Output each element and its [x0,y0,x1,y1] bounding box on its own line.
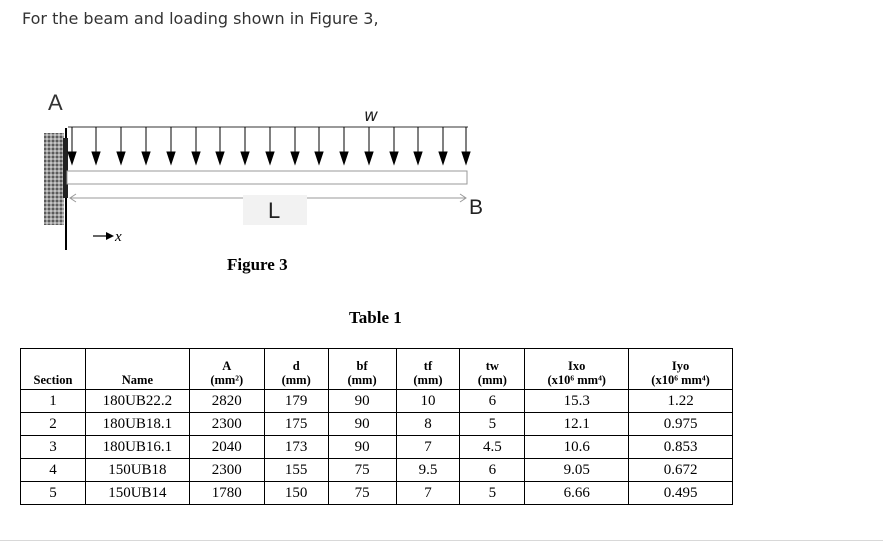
table-cell: 5 [460,413,525,436]
load-arrow [68,127,76,164]
table-cell: 180UB16.1 [85,436,189,459]
label-w: w [364,106,378,126]
table-cell: 7 [396,482,460,505]
load-arrow [192,127,200,164]
load-arrow [462,127,470,164]
table-cell: 0.495 [629,482,733,505]
beam [67,171,467,184]
header-flange-width: bf (mm) [328,349,396,390]
table-cell: 2 [21,413,86,436]
table-cell: 2300 [189,459,264,482]
table-row [21,413,733,436]
table-cell: 15.3 [525,390,629,413]
load-arrow [216,127,224,164]
table-cell: 2820 [189,390,264,413]
x-axis-arrowhead [106,232,114,240]
table-header-row [21,349,733,390]
header-flange-thickness: tf (mm) [396,349,460,390]
table-cell: 175 [264,413,328,436]
table-cell: 4 [21,459,86,482]
table-cell: 150UB14 [85,482,189,505]
question-text: For the beam and loading shown in Figure 3, [22,9,379,28]
load-arrow [315,127,323,164]
load-arrow [241,127,249,164]
load-arrow [167,127,175,164]
header-area: A (mm²) [189,349,264,390]
table-cell: 0.975 [629,413,733,436]
support-band [63,138,68,198]
table-cell: 0.853 [629,436,733,459]
load-arrow [92,127,100,164]
header-section: Section [21,349,86,390]
table-cell: 150 [264,482,328,505]
table-caption: Table 1 [349,308,402,327]
table-cell: 1 [21,390,86,413]
load-arrow [291,127,299,164]
figure-caption: Figure 3 [227,255,288,274]
table-cell: 75 [328,459,396,482]
table-cell: 2040 [189,436,264,459]
header-name: Name [85,349,189,390]
load-arrow [266,127,274,164]
table-cell: 90 [328,390,396,413]
table-cell: 180UB22.2 [85,390,189,413]
table-cell: 180UB18.1 [85,413,189,436]
table-cell: 1.22 [629,390,733,413]
table-cell: 10 [396,390,460,413]
table-cell: 6 [460,459,525,482]
table-cell: 2300 [189,413,264,436]
header-web-thickness: tw (mm) [460,349,525,390]
table-row [21,436,733,459]
table-cell: 9.05 [525,459,629,482]
table-cell: 3 [21,436,86,459]
table-row [21,390,733,413]
section-properties-table [20,348,733,505]
load-arrow [340,127,348,164]
table-cell: 9.5 [396,459,460,482]
table-cell: 7 [396,436,460,459]
load-arrows [68,127,470,164]
header-ixo: Ixo (x10⁶ mm⁴) [525,349,629,390]
table-cell: 12.1 [525,413,629,436]
load-arrow [142,127,150,164]
header-iyo: Iyo (x10⁶ mm⁴) [629,349,733,390]
table-row [21,459,733,482]
bottom-divider [0,540,883,541]
table-cell: 5 [21,482,86,505]
table-cell: 75 [328,482,396,505]
table-cell: 1780 [189,482,264,505]
load-arrow [117,127,125,164]
table-cell: 90 [328,436,396,459]
label-x: x [115,229,122,245]
label-a: A [48,90,63,115]
table-cell: 5 [460,482,525,505]
table-cell: 179 [264,390,328,413]
load-arrow [390,127,398,164]
table-cell: 6 [460,390,525,413]
table-cell: 0.672 [629,459,733,482]
load-arrow [365,127,373,164]
table-cell: 4.5 [460,436,525,459]
table-row [21,482,733,505]
load-arrow [439,127,447,164]
table-cell: 8 [396,413,460,436]
table-cell: 155 [264,459,328,482]
header-depth: d (mm) [264,349,328,390]
fixed-support [44,133,64,225]
table-cell: 90 [328,413,396,436]
label-l: L [268,198,281,223]
table-cell: 150UB18 [85,459,189,482]
load-arrow [414,127,422,164]
table-cell: 6.66 [525,482,629,505]
table-cell: 173 [264,436,328,459]
label-b: B [469,196,484,219]
table-cell: 10.6 [525,436,629,459]
